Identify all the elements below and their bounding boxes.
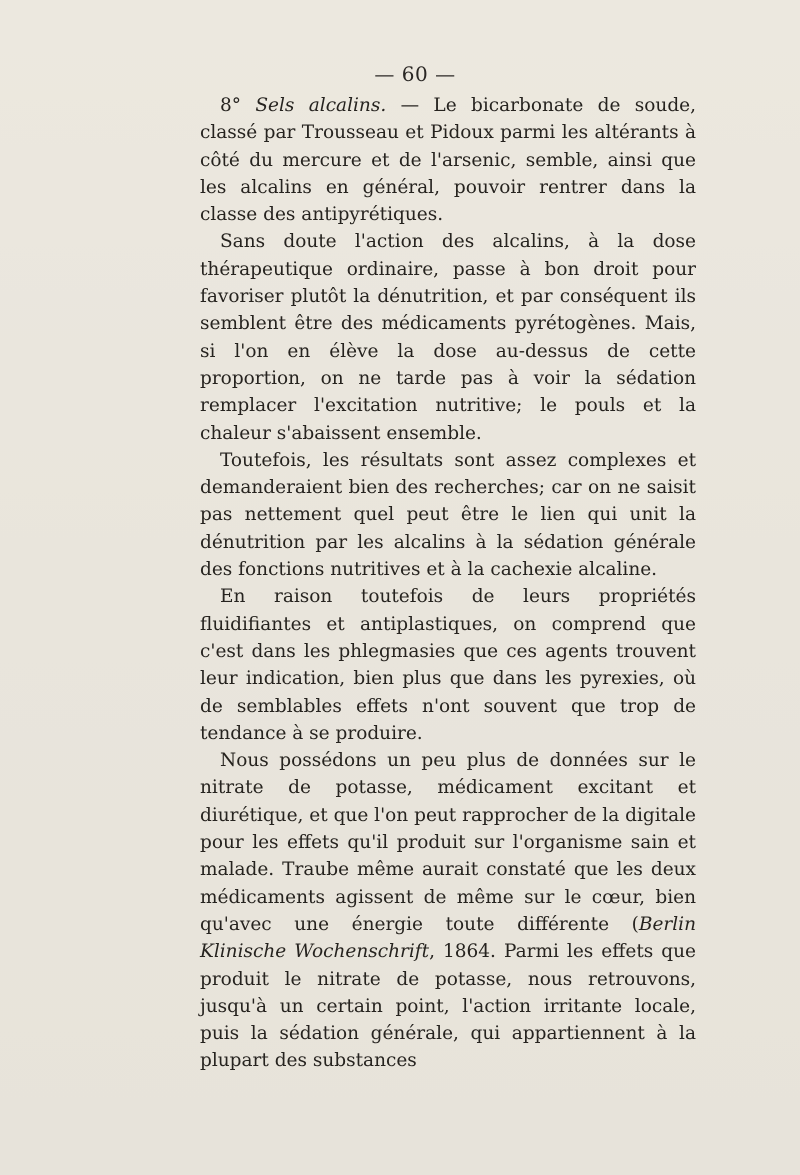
page-number: — 60 — — [374, 62, 456, 86]
paragraph-text: — Le bicarbonate de soude, classé par Trousseau et Pidoux parmi les altérants à côté du mercure et de l'arsenic, semble, ainsi que les alcalins en général, pouvoir rentrer dans la classe des antipyrétiques. — [200, 95, 696, 226]
body-text — [200, 92, 696, 1075]
paragraph-sels-alcalins — [200, 92, 696, 228]
section-title: Sels alcalins. — [255, 95, 387, 116]
paragraph-text: , 1864. Parmi les effets que produit le nitrate de potasse, nous retrouvons, jusqu'à un certain point, l'action irritante locale, puis la sédation générale, qui appartiennent à la plupart des substances — [200, 941, 696, 1072]
paragraph-nitrate — [200, 747, 696, 1075]
paragraph-en-raison — [200, 583, 696, 747]
paragraph-text: Toutefois, les résultats sont assez complexes et demanderaient bien des recherches; car on ne saisit pas nettement quel peut être le lien qui unit la dénutrition par les alcalins à la sédation générale des fonctions nutritives et à la cachexie alcaline. — [200, 449, 696, 581]
paragraph-text: Nous possédons un peu plus de données sur le nitrate de potasse, médicament excitant et diurétique, et que l'on peut rapprocher de la digitale pour les effets qu'il produit sur l'organisme sain et malade. Traube même aurait constaté que les deux médicaments agissent de même sur le cœur, bien qu'avec une énergie toute différente ( — [200, 750, 696, 935]
paragraph-text: En raison toutefois de leurs propriétés fluidifiantes et antiplastiques, on comprend que c'est dans les phlegmasies que ces agents trouvent leur indication, bien plus que dans les pyrexies, où de semblables effets n'ont souvent que trop de tendance à se produire. — [200, 586, 696, 744]
paragraph-sans-doute — [200, 228, 696, 446]
paragraph-toutefois — [200, 447, 696, 583]
paragraph-text: Sans doute l'action des alcalins, à la dose thérapeutique ordinaire, passe à bon droit pour favoriser plutôt la dénutrition, et par conséquent ils semblent être des médicaments pyrétogènes. Mais, si l'on en élève la dose au-dessus de cette proportion, on ne tarde pas à voir la sédation remplacer l'excitation nutritive; le pouls et la chaleur s'abaissent ensemble. — [200, 231, 696, 444]
section-number: 8° — [220, 95, 256, 116]
journal-citation: Berlin Klinische Wochenschrift — [200, 913, 696, 963]
